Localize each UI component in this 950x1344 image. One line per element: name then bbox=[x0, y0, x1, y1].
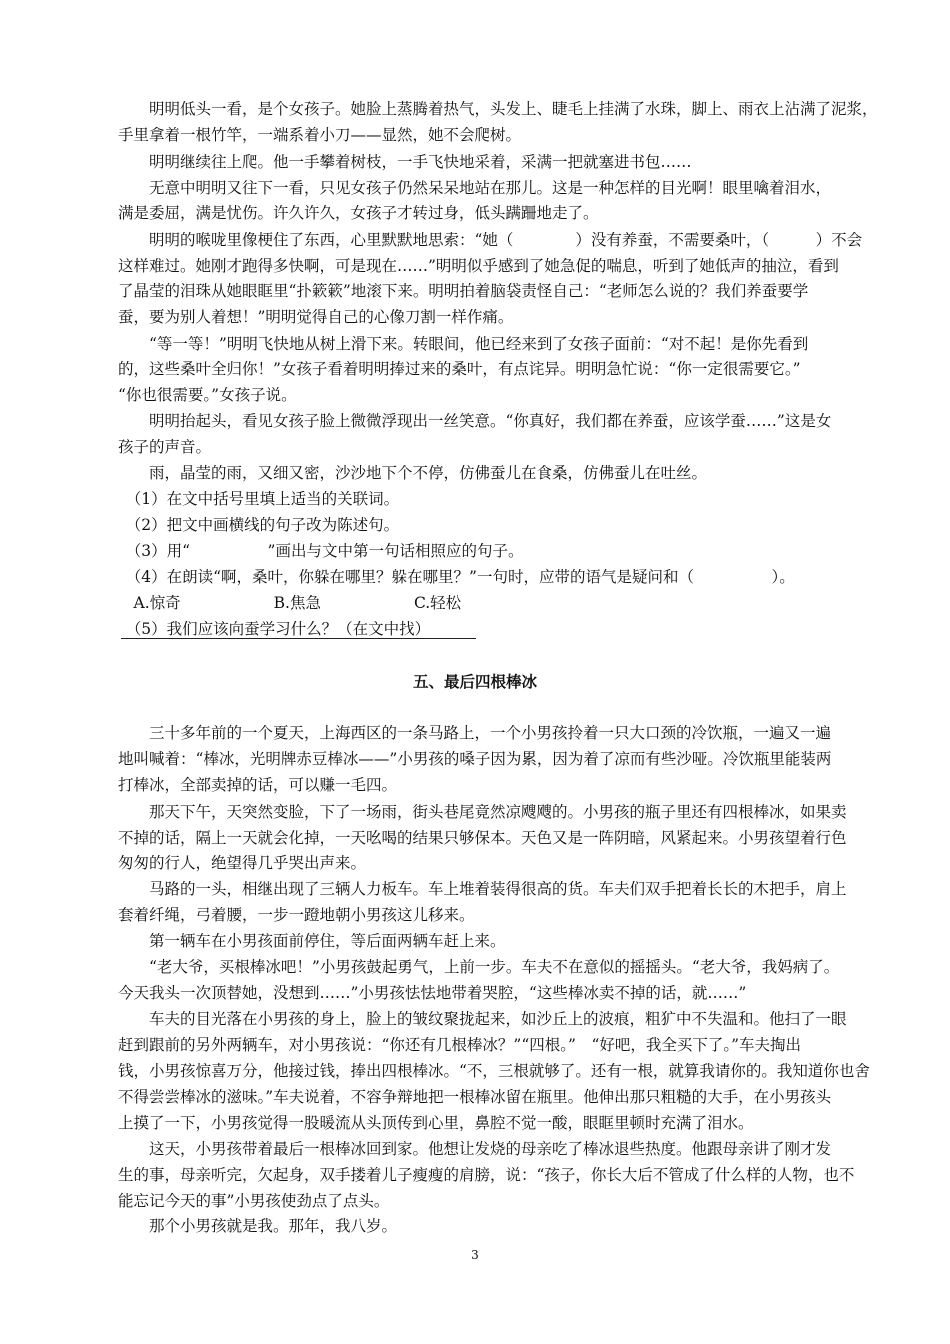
paragraph-line: “老大爷，买根棒冰吧！”小男孩鼓起勇气，上前一步。车夫不在意似的摇摇头。“老大爷，我妈病了。 bbox=[118, 958, 840, 976]
paragraph-line: 钱，小男孩惊喜万分，他接过钱，捧出四根棒冰。“不，三根就够了。还有一根，就算我请你的。我知道你也舍 bbox=[118, 1062, 870, 1080]
paragraph-line: 匆匆的行人，绝望得几乎哭出声来。 bbox=[118, 854, 367, 872]
section-title: 五、最后四根棒冰 bbox=[412, 673, 537, 691]
paragraph-line: 不得尝尝棒冰的滋味。”车夫说着，不容争辩地把一根棒冰留在瓶里。他伸出那只粗糙的大手，在小男孩头 bbox=[118, 1088, 832, 1106]
paragraph-line: 无意中明明又往下一看，只见女孩子仍然呆呆地站在那儿。这是一种怎样的目光啊！眼里噙着泪水， bbox=[118, 179, 832, 197]
paragraph-line: 上摸了一下，小男孩觉得一股暖流从头顶传到心里，鼻腔不觉一酸，眼眶里顿时充满了泪水。 bbox=[118, 1114, 754, 1132]
paragraph-line: 能忘记今天的事”小男孩使劲点了点头。 bbox=[118, 1192, 390, 1210]
paragraph-line: “你也很需要。”女孩子说。 bbox=[118, 386, 297, 404]
question-5: （5）我们应该向蚕学习什么？（在文中找） bbox=[118, 620, 431, 638]
paragraph-line: 雨，晶莹的雨，又细又密，沙沙地下个不停，仿佛蚕儿在食桑，仿佛蚕儿在吐丝。 bbox=[118, 464, 708, 482]
paragraph-line: 蚕，要为别人着想！”明明觉得自己的心像刀割一样作痛。 bbox=[118, 308, 514, 326]
paragraph-line: 马路的一头，相继出现了三辆人力板车。车上堆着装得很高的货。车夫们双手把着长长的木把手，肩上 bbox=[118, 880, 847, 898]
paragraph-line: 了晶莹的泪珠从她眼眶里“扑簌簌”地滚下来。明明拍着脑袋责怪自己：“老师怎么说的？我们养蚕要学 bbox=[118, 282, 809, 300]
paragraph-line: 满是委屈，满是忧伤。许久许久，女孩子才转过身，低头蹒跚地走了。 bbox=[118, 204, 599, 222]
question-3: （3）用“ ”画出与文中第一句话相照应的句子。 bbox=[118, 542, 524, 560]
paragraph-line: 明明继续往上爬。他一手攀着树枝，一手飞快地采着，采满一把就塞进书包…… bbox=[118, 153, 692, 171]
answer-blank-line bbox=[121, 638, 476, 639]
paragraph-line: 孩子的声音。 bbox=[118, 438, 212, 456]
paragraph-line: 今天我头一次顶替她，没想到……”小男孩怯怯地带着哭腔，“这些棒冰卖不掉的话，就……” bbox=[118, 984, 747, 1002]
paragraph-line: “等一等！”明明飞快地从树上滑下来。转眼间，他已经来到了女孩子面前：“对不起！是你先看到 bbox=[118, 335, 809, 353]
paragraph-line: 明明低头一看，是个女孩子。她脸上蒸腾着热气，头发上、睫毛上挂满了水珠，脚上、雨衣上沾满了泥浆， bbox=[118, 100, 878, 118]
paragraph-line: 车夫的目光落在小男孩的身上，脸上的皱纹聚拢起来，如沙丘上的波痕，粗犷中不失温和。他扫了一眼 bbox=[118, 1010, 847, 1028]
paragraph-line: 赶到跟前的另外两辆车，对小男孩说：“你还有几根棒冰？”“四根。” “好吧，我全买下了。”车夫掏出 bbox=[118, 1036, 802, 1054]
paragraph-line: 手里拿着一根竹竿，一端系着小刀——显然，她不会爬树。 bbox=[118, 126, 522, 144]
paragraph-line: 打棒冰，全部卖掉的话，可以赚一毛四。 bbox=[118, 776, 398, 794]
paragraph-line: 不掉的话，隔上一天就会化掉，一天吆喝的结果只够保本。天色又是一阵阴暗，风紧起来。小男孩望着行色 bbox=[118, 829, 847, 847]
paragraph-line: 那天下午，天突然变脸，下了一场雨，街头巷尾竟然凉飕飕的。小男孩的瓶子里还有四根棒冰，如果卖 bbox=[118, 803, 847, 821]
paragraph-line: 套着纤绳，弓着腰，一步一蹬地朝小男孩这儿移来。 bbox=[118, 906, 475, 924]
paragraph-line: 明明抬起头，看见女孩子脸上微微浮现出一丝笑意。“你真好，我们都在养蚕，应该学蚕……”这是女 bbox=[118, 412, 832, 430]
paragraph-line: 明明的喉咙里像梗住了东西，心里默默地思索：“她（ ）没有养蚕，不需要桑叶，（ ）不会 bbox=[118, 231, 863, 249]
paragraph-line: 第一辆车在小男孩面前停住，等后面两辆车赶上来。 bbox=[118, 932, 506, 950]
paragraph-line: 的，这些桑叶全归你！”女孩子看着明明捧过来的桑叶，有点诧异。明明急忙说：“你一定很需要它。” bbox=[118, 360, 801, 378]
question-4: （4）在朗读“啊，桑叶，你躲在哪里？躲在哪里？”一句时，应带的语气是疑问和（ ）。 bbox=[118, 568, 795, 586]
paragraph-line: 地叫喊着：“棒冰，光明牌赤豆棒冰——”小男孩的嗓子因为累，因为着了凉而有些沙哑。冷饮瓶里能装两 bbox=[118, 750, 832, 768]
question-2: （2）把文中画横线的句子改为陈述句。 bbox=[118, 516, 400, 534]
page-number: 3 bbox=[471, 1248, 479, 1262]
paragraph-line: 那个小男孩就是我。那年，我八岁。 bbox=[118, 1217, 398, 1235]
question-4-options: A.惊奇 B.焦急 C.轻松 bbox=[118, 594, 462, 612]
paragraph-line: 这天，小男孩带着最后一根棒冰回到家。他想让发烧的母亲吃了棒冰退些热度。他跟母亲讲了刚才发 bbox=[118, 1140, 832, 1158]
question-1: （1）在文中括号里填上适当的关联词。 bbox=[118, 490, 400, 508]
paragraph-line: 生的事，母亲听完，欠起身，双手搂着儿子瘦瘦的肩膀，说：“孩子，你长大后不管成了什么样的人物，也不 bbox=[118, 1166, 855, 1184]
paragraph-line: 三十多年前的一个夏天，上海西区的一条马路上，一个小男孩拎着一只大口颈的冷饮瓶，一遍又一遍 bbox=[118, 724, 832, 742]
paragraph-line: 这样难过。她刚才跑得多快啊，可是现在……”明明似乎感到了她急促的喘息，听到了她低声的抽泣，看到 bbox=[118, 257, 839, 275]
